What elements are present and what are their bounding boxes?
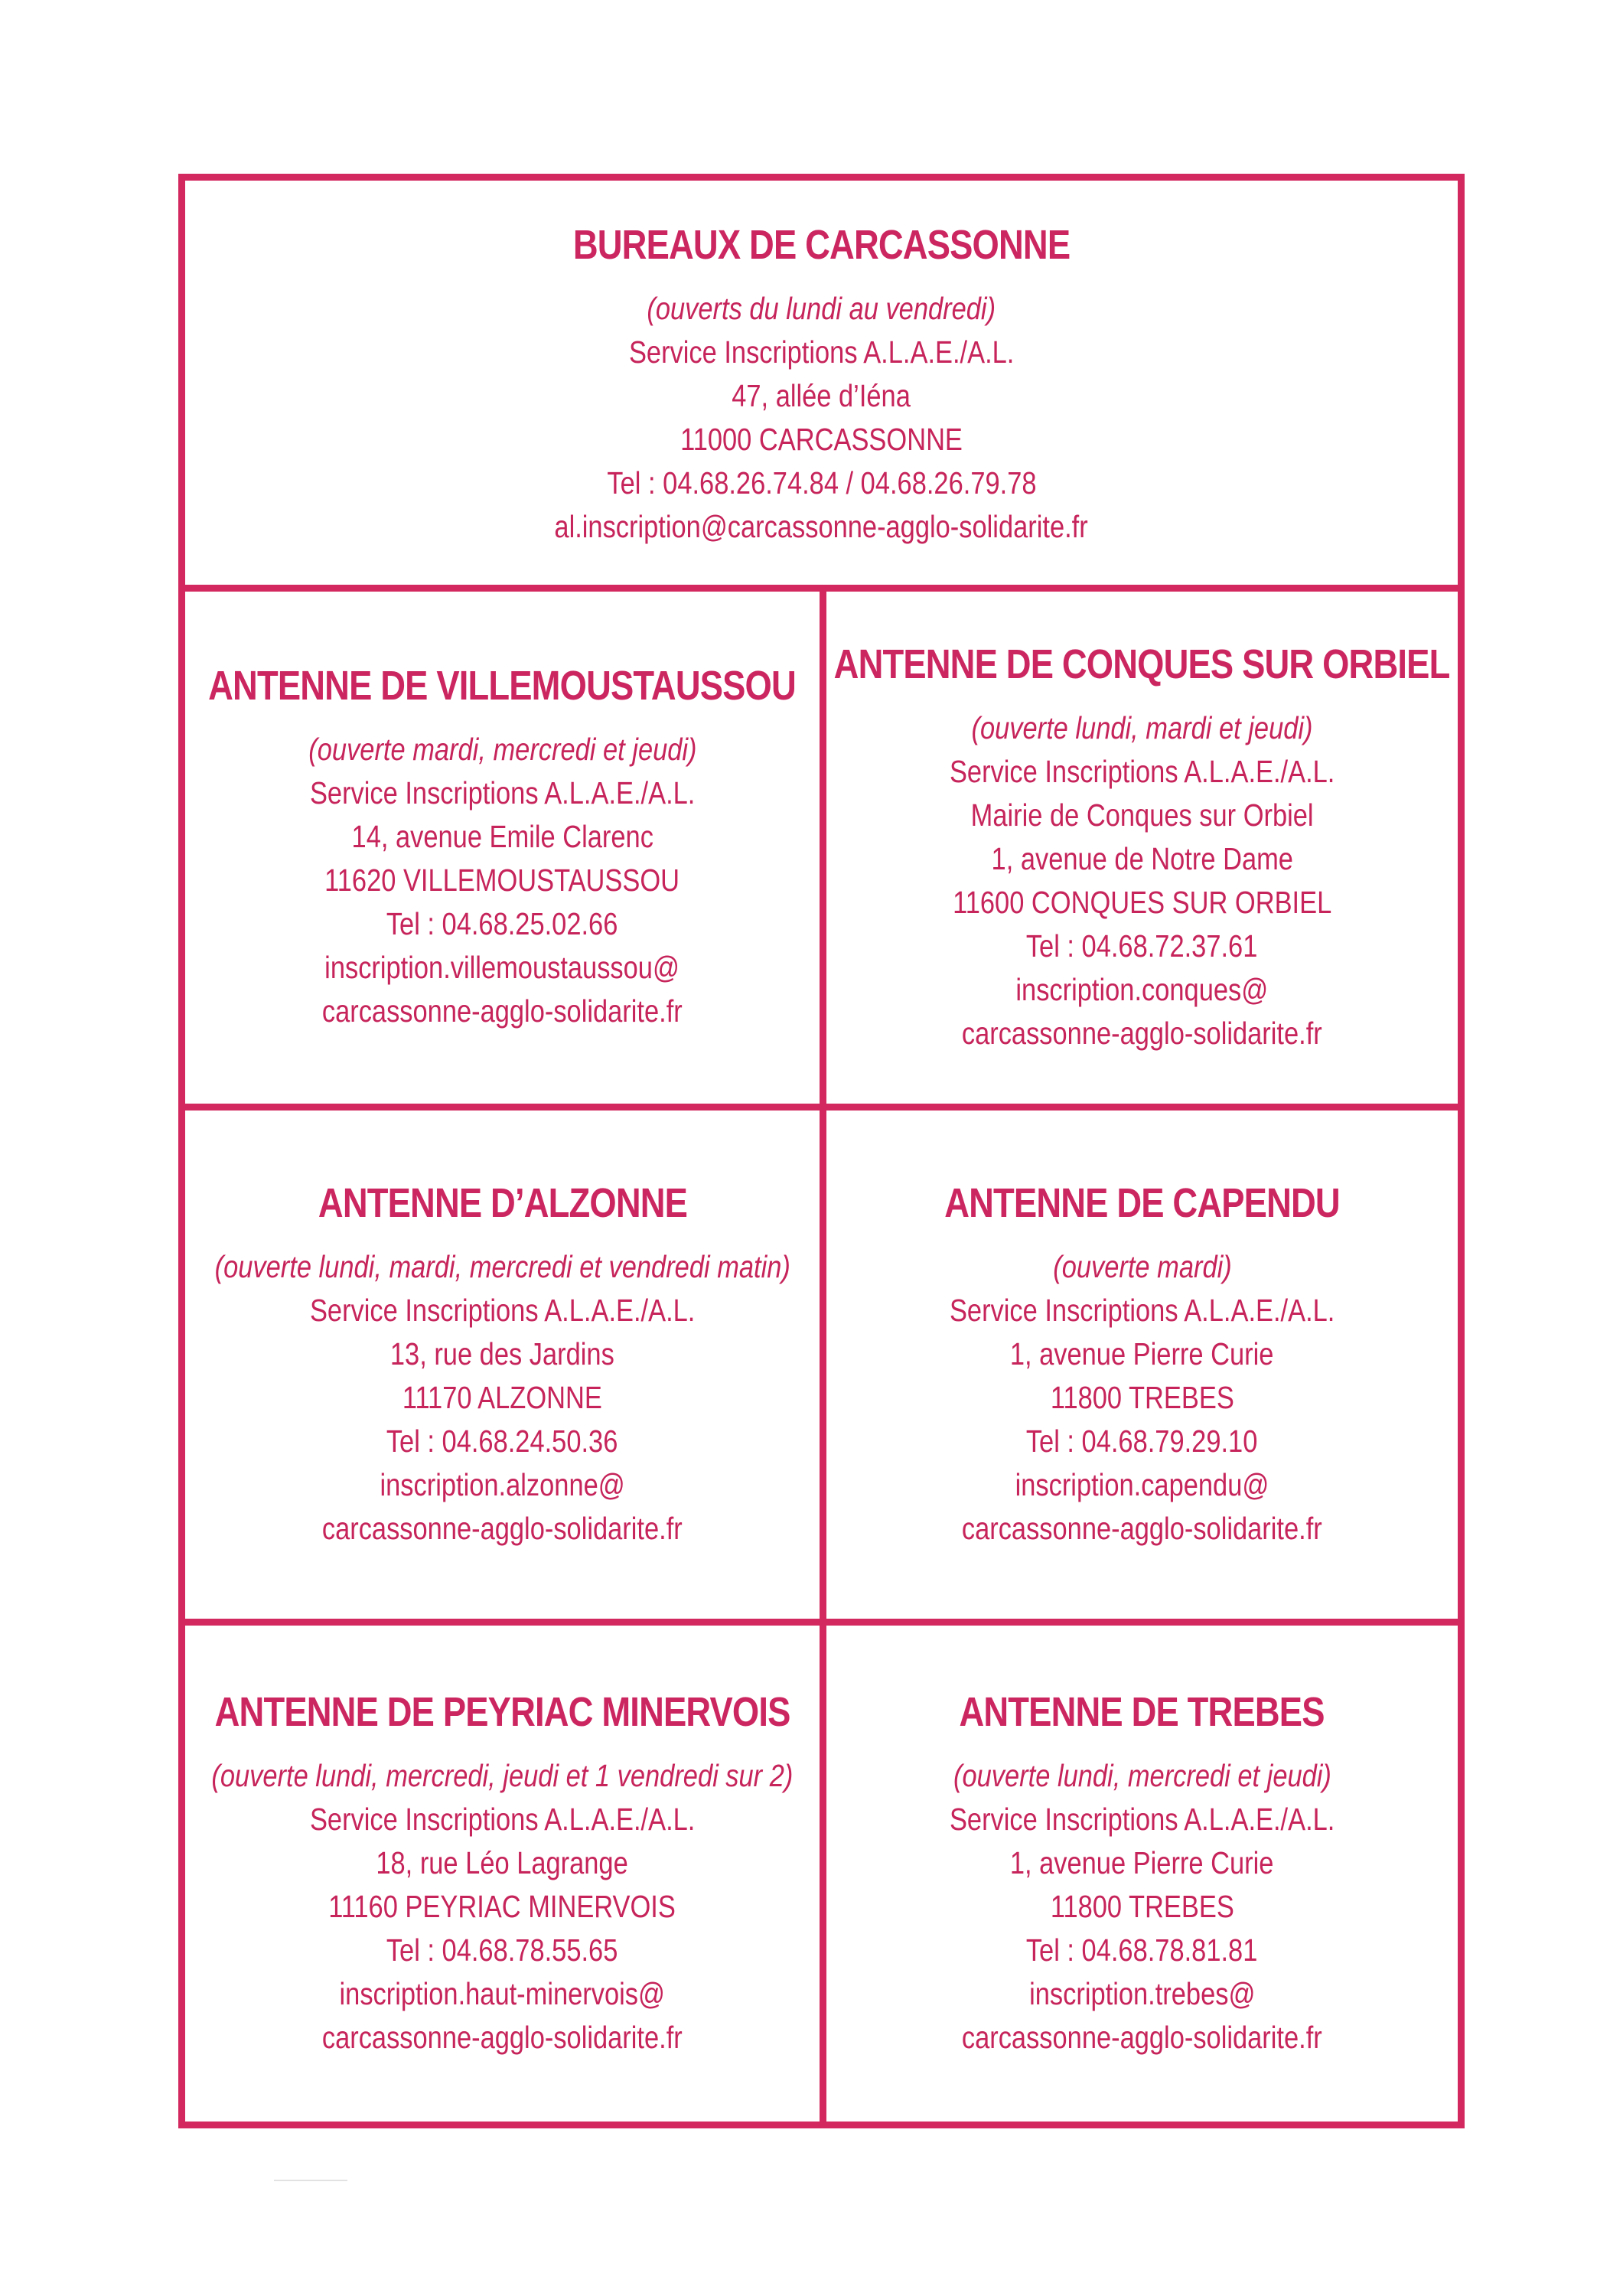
office-phone: Tel : 04.68.78.55.65	[386, 1932, 618, 1968]
office-phone: Tel : 04.68.26.74.84 / 04.68.26.79.78	[606, 465, 1037, 501]
office-service: Service Inscriptions A.L.A.E./A.L.	[309, 775, 696, 810]
office-address: 47, allée d’Iéna	[732, 378, 911, 413]
office-city: 11800 TREBES	[1050, 1379, 1234, 1415]
office-email: inscription.alzonne@	[380, 1466, 625, 1502]
office-service: Service Inscriptions A.L.A.E./A.L.	[309, 1801, 696, 1837]
office-address: 18, rue Léo Lagrange	[376, 1844, 629, 1880]
office-conques-sur-orbiel	[826, 592, 1458, 1104]
office-hours: (ouverte lundi, mardi, mercredi et vendredi matin)	[214, 1248, 790, 1284]
office-email-domain: carcassonne-agglo-solidarite.fr	[962, 2019, 1322, 2055]
office-title: ANTENNE DE PEYRIAC MINERVOIS	[214, 1688, 790, 1735]
office-service: Service Inscriptions A.L.A.E./A.L.	[949, 1801, 1335, 1837]
office-email: inscription.conques@	[1015, 971, 1269, 1007]
office-phone: Tel : 04.68.24.50.36	[386, 1423, 618, 1459]
office-hours: (ouverte mardi, mercredi et jeudi)	[308, 732, 697, 767]
office-hours: (ouverte lundi, mercredi et jeudi)	[953, 1757, 1331, 1793]
office-title: ANTENNE D’ALZONNE	[318, 1179, 687, 1226]
office-title: BUREAUX DE CARCASSONNE	[572, 222, 1071, 268]
office-city: 11170 ALZONNE	[402, 1379, 602, 1415]
office-address: 1, avenue de Notre Dame	[991, 840, 1293, 876]
office-phone: Tel : 04.68.78.81.81	[1026, 1932, 1258, 1968]
office-email: al.inscription@carcassonne-agglo-solidarite.fr	[554, 509, 1089, 544]
office-phone: Tel : 04.68.79.29.10	[1026, 1423, 1258, 1459]
divider-column	[820, 585, 826, 2128]
office-address: 14, avenue Emile Clarenc	[351, 819, 653, 854]
office-hours: (ouverte lundi, mercredi, jeudi et 1 vendredi sur 2)	[211, 1757, 794, 1793]
office-location: Mairie de Conques sur Orbiel	[970, 797, 1314, 833]
office-service: Service Inscriptions A.L.A.E./A.L.	[949, 753, 1335, 789]
office-capendu	[826, 1110, 1458, 1619]
office-title: ANTENNE DE CONQUES SUR ORBIEL	[834, 641, 1450, 687]
office-hours: (ouverte mardi)	[1052, 1248, 1232, 1284]
office-city: 11620 VILLEMOUSTAUSSOU	[324, 863, 680, 898]
office-trebes	[826, 1626, 1458, 2122]
office-title: ANTENNE DE TREBES	[959, 1688, 1325, 1735]
office-title: ANTENNE DE VILLEMOUSTAUSSOU	[208, 663, 797, 709]
office-email-domain: carcassonne-agglo-solidarite.fr	[322, 993, 683, 1029]
office-city: 11000 CARCASSONNE	[680, 422, 963, 457]
office-address: 13, rue des Jardins	[390, 1336, 614, 1371]
office-city: 11800 TREBES	[1050, 1888, 1234, 1924]
office-city: 11600 CONQUES SUR ORBIEL	[952, 884, 1332, 920]
office-email-domain: carcassonne-agglo-solidarite.fr	[322, 2019, 683, 2055]
office-service: Service Inscriptions A.L.A.E./A.L.	[309, 1292, 696, 1328]
office-email-domain: carcassonne-agglo-solidarite.fr	[962, 1510, 1322, 1546]
office-hours: (ouverts du lundi au vendredi)	[647, 291, 996, 326]
office-service: Service Inscriptions A.L.A.E./A.L.	[949, 1292, 1335, 1328]
office-email: inscription.capendu@	[1015, 1466, 1269, 1502]
office-service: Service Inscriptions A.L.A.E./A.L.	[628, 334, 1015, 370]
office-email: inscription.haut-minervois@	[339, 1975, 666, 2011]
office-hours: (ouverte lundi, mardi et jeudi)	[971, 709, 1313, 745]
office-title: ANTENNE DE CAPENDU	[944, 1179, 1340, 1226]
office-email: inscription.trebes@	[1028, 1975, 1256, 2011]
office-email: inscription.villemoustaussou@	[324, 950, 680, 985]
office-address: 1, avenue Pierre Curie	[1010, 1844, 1274, 1880]
office-alzonne	[185, 1110, 820, 1619]
office-phone: Tel : 04.68.72.37.61	[1026, 928, 1258, 964]
office-city: 11160 PEYRIAC MINERVOIS	[328, 1888, 676, 1924]
office-email-domain: carcassonne-agglo-solidarite.fr	[322, 1510, 683, 1546]
office-address: 1, avenue Pierre Curie	[1010, 1336, 1274, 1371]
office-email-domain: carcassonne-agglo-solidarite.fr	[962, 1015, 1322, 1051]
office-villemoustaussou	[185, 592, 820, 1104]
office-phone: Tel : 04.68.25.02.66	[386, 906, 618, 941]
office-peyriac-minervois	[185, 1626, 820, 2122]
office-carcassonne	[185, 181, 1458, 585]
scan-artifact	[274, 2180, 347, 2181]
